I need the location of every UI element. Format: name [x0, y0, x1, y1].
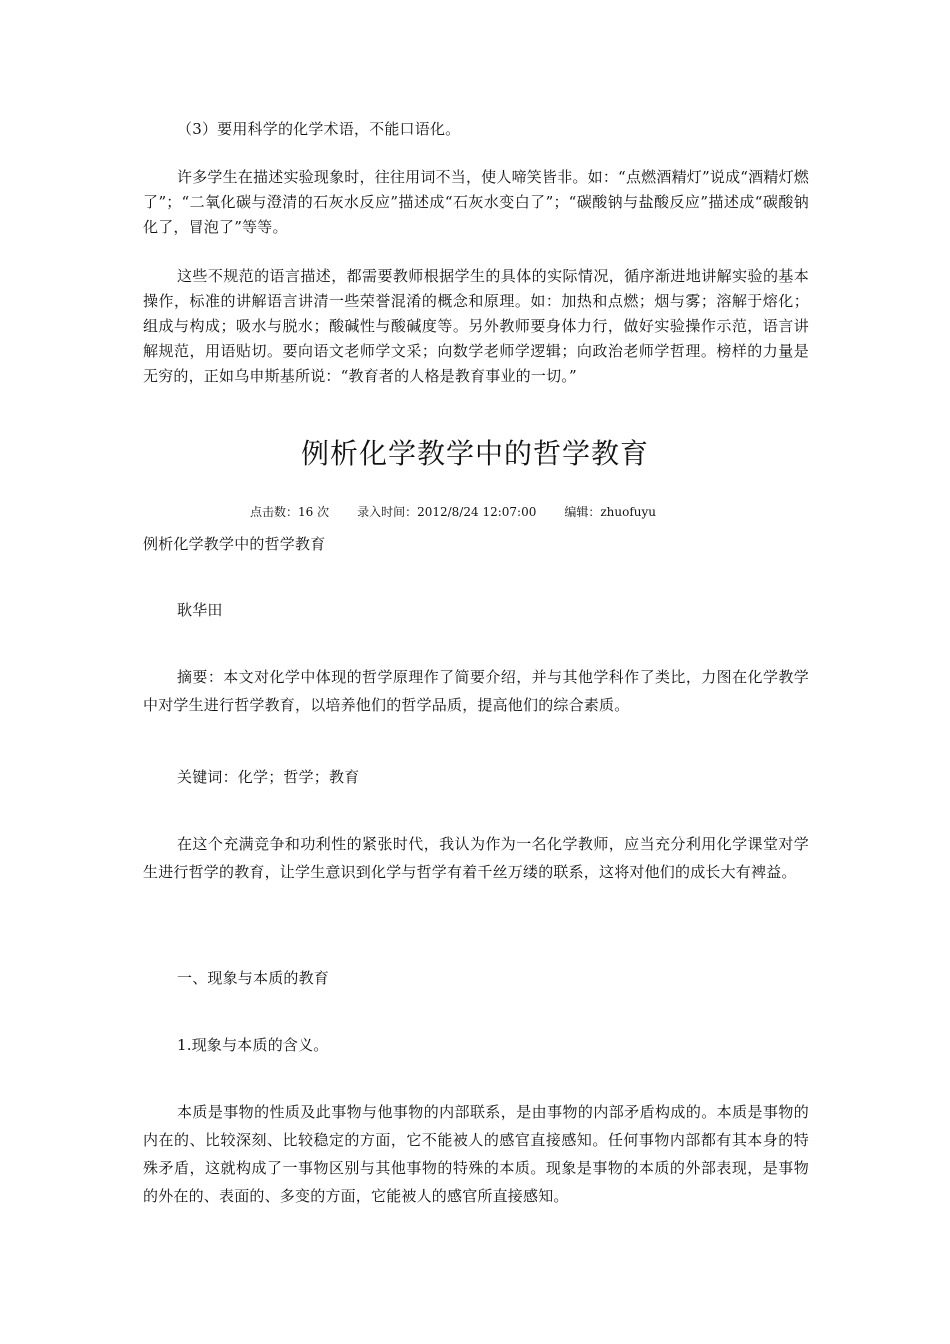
- article-subtitle: 例析化学教学中的哲学教育: [143, 535, 326, 553]
- entry-time: 录入时间：2012/8/24 12:07:00: [357, 505, 537, 519]
- subsection-heading: 1.现象与本质的含义。: [177, 1036, 329, 1054]
- hit-count: 点击数：16 次: [250, 505, 330, 519]
- article-intro: 在这个充满竞争和功利性的紧张时代，我认为作为一名化学教师，应当充分利用化学课堂对学生进行哲学的教育，让学生意识到化学与哲学有着千丝万缕的联系，这将对他们的成长大有裨益。: [143, 835, 809, 881]
- article-keywords: 关键词：化学；哲学；教育: [177, 768, 360, 786]
- paragraph-teacher-guidance: 这些不规范的语言描述，都需要教师根据学生的具体的实际情况，循序渐进地讲解实验的基本操作，标准的讲解语言讲清一些荣誉混淆的概念和原理。如：加热和点燃；烟与雾；溶解于熔化；组成与构成；吸水与脱水；酸碱性与酸碱度等。另外教师要身体力行，做好实验操作示范，语言讲解规范，用语贴切。要向语文老师学文采；向数学老师学逻辑；向政治老师学哲理。榜样的力量是无穷的，正如乌申斯基所说：“教育者的人格是教育事业的一切。”: [143, 267, 809, 385]
- article-meta: [250, 503, 656, 521]
- article-body-paragraph: 本质是事物的性质及此事物与他事物的内部联系，是由事物的内部矛盾构成的。本质是事物的内在的、比较深刻、比较稳定的方面，它不能被人的感官直接感知。任何事物内部都有其本身的特殊矛盾，这就构成了一事物区别与其他事物的特殊的本质。现象是事物的本质的外部表现，是事物的外在的、表面的、多变的方面，它能被人的感官所直接感知。: [143, 1103, 809, 1205]
- section-heading: 一、现象与本质的教育: [177, 969, 330, 987]
- article-author: 耿华田: [177, 601, 223, 619]
- article-abstract: 摘要：本文对化学中体现的哲学原理作了简要介绍，并与其他学科作了类比，力图在化学教学中对学生进行哲学教育，以培养他们的哲学品质，提高他们的综合素质。: [143, 668, 809, 714]
- paragraph-scientific-terms: （3）要用科学的化学术语，不能口语化。: [177, 120, 461, 138]
- article-title: 例析化学教学中的哲学教育: [300, 437, 649, 470]
- paragraph-student-descriptions: 许多学生在描述实验现象时，往往用词不当，使人啼笑皆非。如：“点燃酒精灯”说成“酒精灯燃了”；“二氧化碳与澄清的石灰水反应”描述成“石灰水变白了”；“碳酸钠与盐酸反应”描述成“碳酸钠化了，冒泡了”等等。: [143, 168, 809, 236]
- editor-name: 编辑：zhuofuyu: [564, 505, 657, 519]
